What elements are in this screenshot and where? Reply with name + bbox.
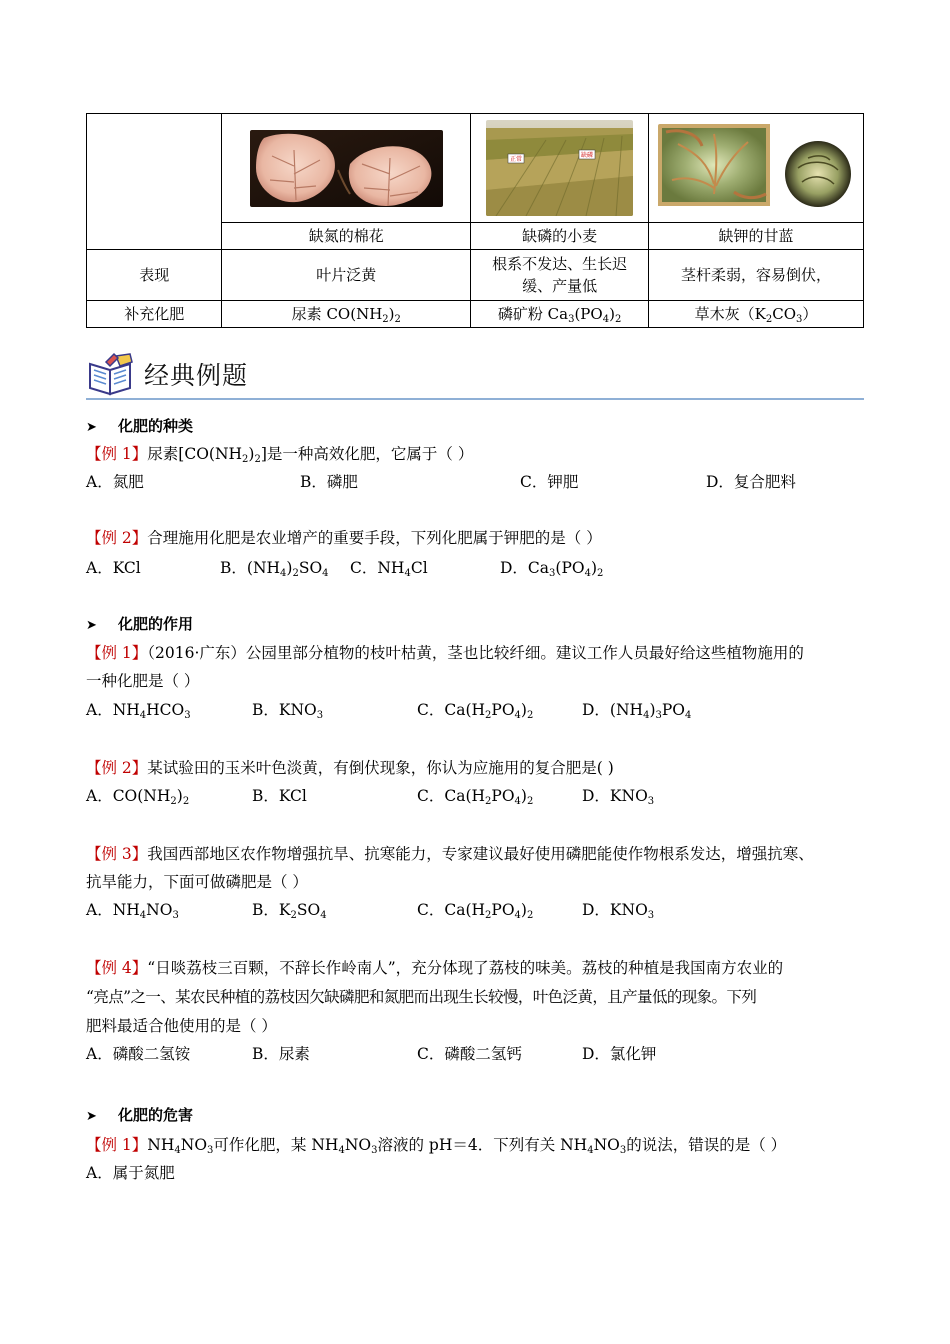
q3-option-c[interactable]: C．$Ca(H_2PO_4)_2$ xyxy=(417,701,534,721)
wheat-sign-deficient: 缺磷 xyxy=(581,152,594,159)
q2-stem: 【例 2】合理施用化肥是农业增产的重要手段，下列化肥属于钾肥的是（ ） xyxy=(86,529,602,547)
q6-option-a[interactable]: A．磷酸二氢铵 xyxy=(86,1045,191,1063)
symptom-phosphorus-line1: 根系不发达、生长迟 xyxy=(492,255,628,273)
section-arrow-icon: ➤ xyxy=(86,420,97,435)
q3-options xyxy=(86,700,864,720)
nitrogen-deficient-cotton-image xyxy=(250,130,443,207)
q2-option-c[interactable]: C．$NH_4Cl$ xyxy=(350,559,428,579)
q1-option-b[interactable]: B．磷肥 xyxy=(300,473,358,491)
q4-options xyxy=(86,786,864,806)
q6-option-d[interactable]: D．氯化钾 xyxy=(582,1045,657,1063)
q2-option-d[interactable]: D．$Ca_3(PO_4)_2$ xyxy=(500,559,604,579)
cotton-image-cell xyxy=(222,114,471,223)
symptom-potassium: 茎杆柔弱，容易倒伏， xyxy=(649,250,864,301)
symptom-label: 表现 xyxy=(87,250,222,301)
q6-stem-line1: 【例 4】“日啖荔枝三百颗，不辞长作岭南人”，充分体现了荔枝的味美。荔枝的种植是我国南方农业的 xyxy=(86,959,784,977)
q3-stem-line1: 【例 1】（2016·广东）公园里部分植物的枝叶枯黄，茎也比较纤细。建议工作人员最好给这些植物施用的 xyxy=(86,644,804,662)
q6-option-c[interactable]: C．磷酸二氢钙 xyxy=(417,1045,522,1063)
q4-option-d[interactable]: D．$KNO_3$ xyxy=(582,787,655,807)
q7-stem: 【例 1】$NH_4NO_3$可作化肥，某 $NH_4NO_3$溶液的 pH＝4．下列有关 $NH_4NO_3$的说法，错误的是（ ） xyxy=(86,1136,787,1156)
phosphorus-deficient-wheat-image xyxy=(486,120,633,216)
q5-options xyxy=(86,900,864,920)
book-icon xyxy=(86,352,136,396)
q2-option-b[interactable]: B．$(NH_4)_2SO_4$ xyxy=(220,559,329,579)
q5-stem-line2: 抗旱能力，下面可做磷肥是（ ） xyxy=(86,873,308,891)
q6-stem-line2: “亮点”之一、某农民种植的荔枝因欠缺磷肥和氮肥而出现生长较慢，叶色泛黄，且产量低的现象。下列 xyxy=(86,988,757,1006)
heading-title: 经典例题 xyxy=(144,361,249,390)
q1-options xyxy=(86,472,864,492)
q2-option-a[interactable]: A．KCl xyxy=(86,559,141,577)
nutrient-deficiency-table xyxy=(86,113,864,328)
q6-stem-line3: 肥料最适合他使用的是（ ） xyxy=(86,1017,277,1035)
q5-stem-line1: 【例 3】我国西部地区农作物增强抗旱、抗寒能力，专家建议最好使用磷肥能使作物根系发达，增强抗寒、 xyxy=(86,845,814,863)
q3-option-a[interactable]: A．$NH_4HCO_3$ xyxy=(86,701,191,721)
table-corner-cell xyxy=(87,114,222,250)
fertilizer-label: 补充化肥 xyxy=(87,301,222,328)
q6-options xyxy=(86,1044,864,1064)
wheat-sign-normal: 正常 xyxy=(510,156,523,163)
q5-option-d[interactable]: D．$KNO_3$ xyxy=(582,901,655,921)
q1-option-a[interactable]: A．氮肥 xyxy=(86,473,144,491)
q4-option-b[interactable]: B．KCl xyxy=(252,787,307,805)
section-title-types: ➤ 化肥的种类 xyxy=(86,416,193,438)
q3-stem-line2: 一种化肥是（ ） xyxy=(86,672,200,690)
q6-option-b[interactable]: B．尿素 xyxy=(252,1045,310,1063)
symptom-nitrogen: 叶片泛黄 xyxy=(222,250,471,301)
caption-wheat: 缺磷的小麦 xyxy=(471,223,649,250)
symptom-phosphorus xyxy=(471,250,649,301)
potassium-deficient-cabbage-image xyxy=(658,124,854,212)
q5-option-c[interactable]: C．$Ca(H_2PO_4)_2$ xyxy=(417,901,534,921)
q4-option-a[interactable]: A．$CO(NH_2)_2$ xyxy=(86,787,190,807)
fertilizer-phosphate-rock: 磷矿粉 $Ca_3(PO_4)_2$ xyxy=(471,301,649,328)
fertilizer-plant-ash: 草木灰$(K_2CO_3)$ xyxy=(649,301,864,328)
section-heading xyxy=(86,352,864,400)
caption-cotton: 缺氮的棉花 xyxy=(222,223,471,250)
fertilizer-urea: 尿素 $CO(NH_2)_2$ xyxy=(222,301,471,328)
q2-options xyxy=(86,558,864,578)
q7-option-a[interactable]: A．属于氮肥 xyxy=(86,1164,175,1182)
q3-option-b[interactable]: B．$KNO_3$ xyxy=(252,701,324,721)
section-arrow-icon: ➤ xyxy=(86,1109,97,1124)
section-title-functions: ➤ 化肥的作用 xyxy=(86,614,193,636)
section-title-hazards: ➤ 化肥的危害 xyxy=(86,1105,193,1127)
caption-cabbage: 缺钾的甘蓝 xyxy=(649,223,864,250)
q4-option-c[interactable]: C．$Ca(H_2PO_4)_2$ xyxy=(417,787,534,807)
wheat-image-cell xyxy=(471,114,649,223)
q1-option-c[interactable]: C．钾肥 xyxy=(520,473,579,491)
symptom-phosphorus-line2: 缓、产量低 xyxy=(522,277,598,295)
q4-stem: 【例 2】某试验田的玉米叶色淡黄，有倒伏现象，你认为应施用的复合肥是( ) xyxy=(86,759,614,777)
q1-option-d[interactable]: D．复合肥料 xyxy=(706,473,796,491)
q3-option-d[interactable]: D．$(NH_4)_3PO_4$ xyxy=(582,701,692,721)
q5-option-a[interactable]: A．$NH_4NO_3$ xyxy=(86,901,179,921)
section-arrow-icon: ➤ xyxy=(86,618,97,633)
q1-stem: 【例 1】尿素$[CO(NH_2)_2]$是一种高效化肥，它属于（ ） xyxy=(86,445,474,465)
cabbage-image-cell xyxy=(649,114,864,223)
q5-option-b[interactable]: B．$K_2SO_4$ xyxy=(252,901,327,921)
